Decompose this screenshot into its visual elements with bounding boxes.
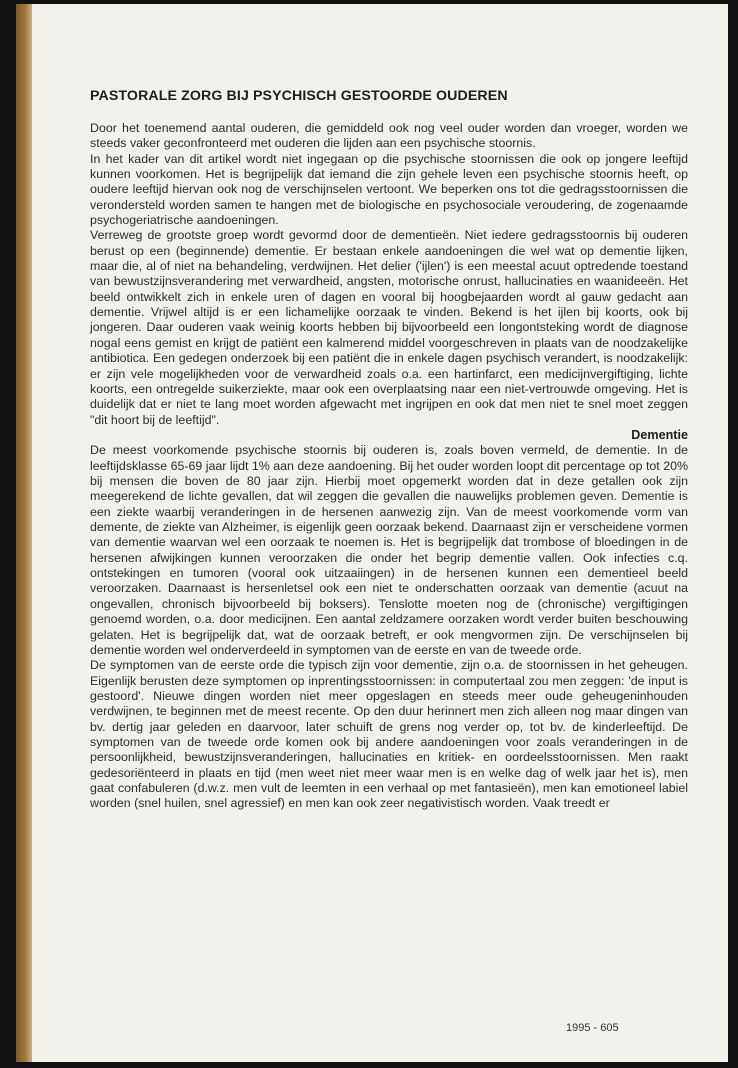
article-intro [90,121,688,428]
paragraph: De meest voorkomende psychische stoornis bij ouderen is, zoals boven vermeld, de dementie. In de leeftijdsklasse 65-69 jaar lijdt 1% aan deze aandoening. Bij het ouder worden loopt dit percentage op tot 20% bij mensen die boven de 80 jaar zijn. Hierbij moet opgemerkt worden dat in deze getallen ook zijn meegerekend de lichte gevallen, dat wil zeggen die gevallen die nauwelijks problemen geven. Dementie is een ziekte waarbij veranderingen in de hersenen aanwezig zijn. Van de meest voorkomende vorm van demente, de ziekte van Alzheimer, is eigenlijk geen oorzaak bekend. Daarnaast zijn er verscheidene vormen van dementie waarvan wel een oorzaak te noemen is. Het is begrijpelijk dat trombose of bloedingen in de hersenen afwijkingen kunnen veroorzaken die onder het begrip dementie vallen. Ook infecties c.q. ontstekingen en tumoren (vooral ook uitzaaiingen) in de hersenen kunnen een dementieel beeld veroorzaken. Daarnaast is hersenletsel ook een niet te onderschatten oorzaak van dementie (acuut na ongevallen, chronisch bijvoorbeeld bij boksers). Tenslotte moeten nog de (chronische) vergiftigingen genoemd worden, o.a. door medicijnen. Een aantal zeldzamere oorzaken wordt verder buiten beschouwing gelaten. Het is begrijpelijk dat, wat de oorzaak betreft, er ook mengvormen zijn. De verschijnselen bij dementie worden wel onderverdeeld in symptomen van de eerste en van de tweede orde. [90,443,688,657]
page-binding-edge [16,4,32,1062]
page-number: 1995 - 605 [566,1022,619,1034]
paragraph: In het kader van dit artikel wordt niet ingegaan op die psychische stoornissen die ook op jongere leeftijd kunnen voorkomen. Het is begrijpelijk dat iemand die zijn gehele leven een psychische stoornis heeft, op oudere leeftijd hiervan ook nog de verschijnselen vertoont. We beperken ons tot die gedragsstoornissen die verondersteld worden samen te hangen met de biologische en psychosociale veroudering, de zogenaamde psychogeriatrische aandoeningen. [90,151,688,228]
article-body [90,443,688,811]
article-title: PASTORALE ZORG BIJ PSYCHISCH GESTOORDE OUDEREN [90,88,508,104]
scanned-page [16,4,728,1062]
article [90,88,688,812]
paragraph: De symptomen van de eerste orde die typisch zijn voor dementie, zijn o.a. de stoornissen in het geheugen. Eigenlijk berusten deze symptomen op inprentingsstoornissen: in computertaal zou men zeggen: 'de input is gestoord'. Nieuwe dingen worden niet meer opgeslagen en steeds meer oude geheugeninhouden verdwijnen, te beginnen met de meest recente. Op den duur herinnert men zich alleen nog maar dingen van bv. dertig jaar geleden en daarvoor, later schuift de grens nog verder op, tot bv. de kinderleeftijd. De symptomen van de tweede orde komen ook bij andere aandoeningen voor zoals veranderingen in de persoonlijkheid, bewustzijnsveranderingen, hallucinaties en kritiek- en oordeelsstoornissen. Men raakt gedesoriënteerd in plaats en tijd (men weet niet meer waar men is en welke dag of welk jaar het is), men gaat confabuleren (d.w.z. men vult de leemten in een verhaal op met fantasieën), men kan emotioneel labiel worden (snel huilen, snel agressief) en men kan ook zeer negativistisch worden. Vaak treedt er [90,658,688,811]
section-heading-dementie: Dementie [631,427,688,442]
paragraph: Verreweg de grootste groep wordt gevormd door de dementieën. Niet iedere gedragsstoornis bij ouderen berust op een (beginnende) dementie. Er bestaan enkele aandoeningen die wel wat op dementie lijken, maar die, al of niet na behandeling, verdwijnen. Het delier ('ijlen') is een meestal acuut optredende toestand van bewustzijnsverandering met verwardheid, angsten, motorische onrust, hallucinaties en waanideeën. Het beeld ontwikkelt zich in enkele uren of dagen en vooral bij hoogbejaarden wordt al gauw gedacht aan dementie. Vrijwel altijd is er een lichamelijke oorzaak te vinden. Bekend is het ijlen bij koorts, ook bij jongeren. Daar ouderen vaak weinig koorts hebben bij bijvoorbeeld een longontsteking wordt de diagnose nogal eens gemist en krijgt de patiënt een kalmerend middel voorgeschreven in plaats van de noodzakelijke antibiotica. Een gedegen onderzoek bij een patiënt die in enkele dagen psychisch verandert, is noodzakelijk: er zijn vele mogelijkheden voor de verwardheid zoals o.a. een hartinfarct, een medicijnvergiftiging, lichte koorts, een ontregelde suikerziekte, maar ook een overplaatsing naar een niet-vertrouwde omgeving. Het is duidelijk dat er niet te lang moet worden afgewacht met ingrijpen en ook dat men niet te snel moet zeggen "dit hoort bij de leeftijd". [90,228,688,427]
paragraph: Door het toenemend aantal ouderen, die gemiddeld ook nog veel ouder worden dan vroeger, worden we steeds vaker geconfronteerd met ouderen die lijden aan een psychische stoornis. [90,121,688,151]
